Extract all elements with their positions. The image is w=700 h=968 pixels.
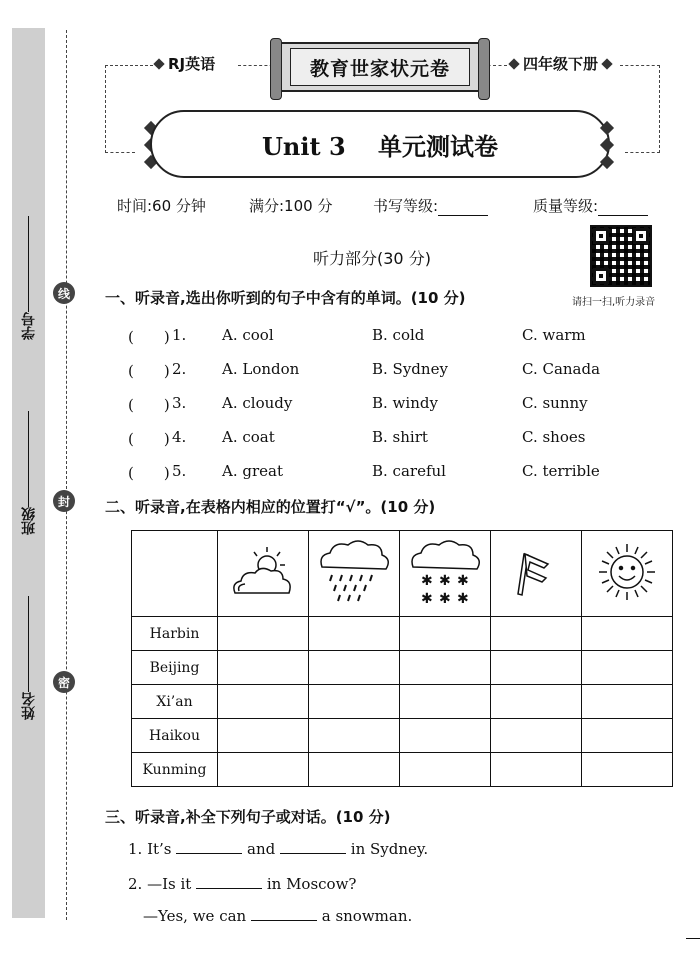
page-corner-mark	[686, 938, 700, 939]
option-c[interactable]: C. shoes	[522, 428, 586, 446]
table-row	[132, 685, 673, 719]
weather-table	[131, 530, 673, 787]
city-name: Haikou	[132, 719, 218, 753]
sentence-text: —Yes, we can	[143, 907, 251, 925]
answer-blank[interactable]	[196, 875, 262, 889]
quality-grade-label: 质量等级:	[533, 197, 599, 215]
city-name: Harbin	[132, 617, 218, 651]
qr-corner	[633, 228, 649, 244]
table-row	[132, 651, 673, 685]
seal-line-mark: 线	[53, 282, 75, 304]
quality-grade-blank[interactable]	[598, 202, 648, 216]
question-number: 4.	[172, 428, 187, 446]
grade-tag-text: 四年级下册	[523, 55, 599, 73]
publisher-scroll	[278, 42, 482, 92]
class-line[interactable]	[29, 411, 30, 507]
check-cell[interactable]	[400, 651, 491, 685]
name-line[interactable]	[29, 596, 30, 692]
option-b[interactable]: B. windy	[372, 394, 438, 412]
binding-dashed-line	[66, 30, 67, 920]
subject-tag-text: RJ英语	[168, 55, 216, 73]
sun-cloud-icon	[225, 539, 301, 605]
student-number-text: 学号	[21, 312, 37, 340]
check-cell[interactable]	[582, 685, 673, 719]
check-cell[interactable]	[582, 719, 673, 753]
check-cell[interactable]	[582, 651, 673, 685]
quality-grade	[533, 195, 648, 216]
listening-title: 听力部分(30 分)	[313, 249, 431, 268]
answer-blank[interactable]	[280, 840, 346, 854]
fill-sentence-1	[128, 840, 428, 858]
option-a[interactable]: A. great	[222, 462, 283, 480]
option-c[interactable]: C. terrible	[522, 462, 600, 480]
check-cell[interactable]	[491, 617, 582, 651]
seal-secret-mark: 密	[53, 671, 75, 693]
class-label	[18, 395, 40, 535]
question-row	[128, 394, 688, 415]
class-text: 班级	[21, 507, 37, 535]
publisher-title: 教育世家状元卷	[290, 48, 470, 86]
question-row	[128, 360, 688, 381]
check-cell[interactable]	[491, 685, 582, 719]
qr-corner	[593, 228, 609, 244]
fill-sentence-2	[128, 875, 356, 893]
svg-text:✱: ✱	[439, 572, 451, 589]
writing-grade-label: 书写等级:	[373, 197, 439, 215]
weather-icon-cell	[309, 531, 400, 617]
question-number: 5.	[172, 462, 187, 480]
weather-icons-row	[132, 531, 673, 617]
header-dashed-left	[105, 65, 153, 66]
unit-banner	[150, 110, 610, 178]
city-name: Beijing	[132, 651, 218, 685]
qr-caption: 请扫一扫,听力录音	[572, 297, 656, 308]
option-b[interactable]: B. shirt	[372, 428, 428, 446]
student-number-line[interactable]	[29, 216, 30, 312]
diamond-icon	[508, 58, 519, 69]
sentence-text: in Moscow?	[262, 875, 357, 893]
qr-corner	[593, 268, 609, 284]
check-cell[interactable]	[309, 617, 400, 651]
table-row	[132, 617, 673, 651]
check-cell[interactable]	[582, 617, 673, 651]
header-dashed-bottom-left	[105, 152, 135, 153]
time-limit: 时间:60 分钟	[117, 197, 206, 215]
name-label	[18, 580, 40, 720]
table-row	[132, 753, 673, 787]
sentence-text: in Sydney.	[346, 840, 429, 858]
sentence-text: 1. It’s	[128, 840, 177, 858]
weather-icon-cell	[218, 531, 309, 617]
table-row	[132, 719, 673, 753]
option-a[interactable]: A. London	[222, 360, 300, 378]
city-name: Kunming	[132, 753, 218, 787]
option-b[interactable]: B. careful	[372, 462, 446, 480]
part3-title: 三、听录音,补全下列句子或对话。(10 分)	[105, 808, 391, 826]
rain-cloud-icon	[316, 537, 392, 607]
sentence-text: 2. —Is it	[128, 875, 197, 893]
answer-paren[interactable]: ( )	[128, 328, 170, 346]
weather-icon-cell	[400, 531, 491, 617]
diamond-icon	[600, 155, 614, 169]
header-dashed-bottom-right	[625, 152, 660, 153]
question-number: 1.	[172, 326, 187, 344]
option-b[interactable]: B. Sydney	[372, 360, 448, 378]
writing-grade	[373, 195, 533, 216]
city-rows	[132, 617, 673, 787]
check-cell[interactable]	[218, 719, 309, 753]
answer-paren[interactable]: ( )	[128, 362, 170, 380]
check-cell[interactable]	[309, 651, 400, 685]
question-row	[128, 326, 688, 347]
banner-diamonds-right	[602, 123, 612, 167]
sentence-text: and	[242, 840, 281, 858]
check-cell[interactable]	[218, 685, 309, 719]
fill-sentence-3	[143, 907, 412, 925]
check-cell[interactable]	[400, 753, 491, 787]
question-row	[128, 462, 688, 483]
answer-paren[interactable]: ( )	[128, 396, 170, 414]
subject-tag	[155, 53, 215, 74]
option-c[interactable]: C. warm	[522, 326, 586, 344]
question-number: 3.	[172, 394, 187, 412]
check-cell[interactable]	[582, 753, 673, 787]
header-dashed-vleft	[105, 65, 106, 153]
part1-title: 一、听录音,选出你听到的句子中含有的单词。(10 分)	[105, 289, 466, 307]
check-cell[interactable]	[400, 719, 491, 753]
check-cell[interactable]	[491, 719, 582, 753]
diamond-icon	[601, 58, 612, 69]
question-row	[128, 428, 688, 449]
diamond-icon	[600, 121, 614, 135]
check-cell[interactable]	[309, 685, 400, 719]
diamond-icon	[600, 138, 614, 152]
option-a[interactable]: A. cool	[222, 326, 274, 344]
svg-text:✱: ✱	[439, 590, 451, 607]
check-cell[interactable]	[491, 753, 582, 787]
option-b[interactable]: B. cold	[372, 326, 425, 344]
option-a[interactable]: A. cloudy	[222, 394, 293, 412]
weather-icon-cell	[582, 531, 673, 617]
option-c[interactable]: C. Canada	[522, 360, 601, 378]
weather-icon-cell	[491, 531, 582, 617]
question-number: 2.	[172, 360, 187, 378]
check-cell[interactable]	[309, 719, 400, 753]
diamond-icon	[153, 58, 164, 69]
header-dashed-right2	[620, 65, 660, 66]
exam-info-row	[117, 195, 677, 216]
name-text: 姓名	[21, 692, 37, 720]
part2-title: 二、听录音,在表格内相应的位置打“√”。(10 分)	[105, 498, 436, 516]
check-cell[interactable]	[218, 617, 309, 651]
header-dashed-vright	[659, 65, 660, 153]
svg-text:✱: ✱	[421, 590, 433, 607]
option-a[interactable]: A. coat	[222, 428, 275, 446]
sun-face-icon	[595, 540, 659, 604]
option-c[interactable]: C. sunny	[522, 394, 588, 412]
svg-text:✱: ✱	[421, 572, 433, 589]
snow-cloud-icon	[407, 537, 483, 607]
student-number-label	[18, 200, 40, 340]
answer-paren[interactable]: ( )	[128, 464, 170, 482]
writing-grade-blank[interactable]	[438, 202, 488, 216]
qr-code-icon[interactable]	[590, 225, 652, 287]
answer-blank[interactable]	[176, 840, 242, 854]
windy-flag-icon	[506, 542, 566, 602]
check-cell[interactable]	[309, 753, 400, 787]
check-cell[interactable]	[491, 651, 582, 685]
answer-paren[interactable]: ( )	[128, 430, 170, 448]
city-name: Xi’an	[132, 685, 218, 719]
table-corner-cell	[132, 531, 218, 617]
svg-text:✱: ✱	[457, 590, 469, 607]
seal-seal-mark: 封	[53, 490, 75, 512]
check-cell[interactable]	[218, 753, 309, 787]
answer-blank[interactable]	[251, 907, 317, 921]
page-title: Unit 3 单元测试卷	[262, 131, 498, 161]
check-cell[interactable]	[400, 617, 491, 651]
check-cell[interactable]	[218, 651, 309, 685]
grade-tag	[510, 53, 611, 74]
svg-text:✱: ✱	[457, 572, 469, 589]
full-score: 满分:100 分	[249, 197, 333, 215]
sentence-text: a snowman.	[316, 907, 413, 925]
check-cell[interactable]	[400, 685, 491, 719]
